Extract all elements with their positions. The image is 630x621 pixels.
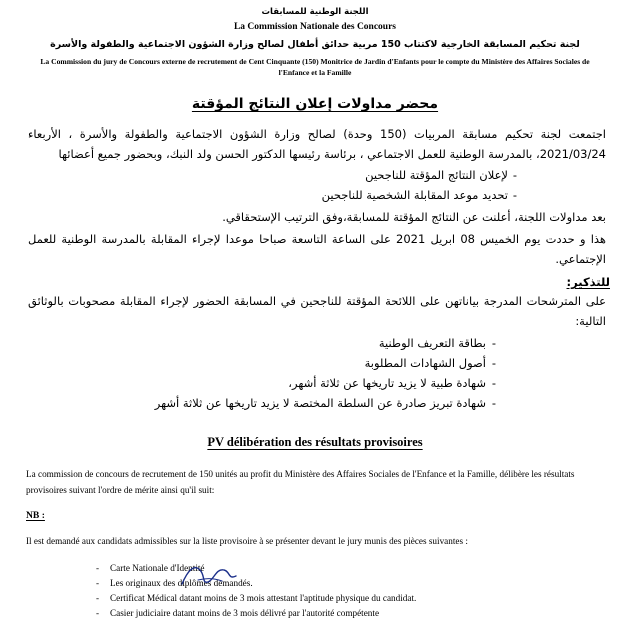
arabic-document-0: بطاقة التعريف الوطنية — [378, 336, 486, 350]
french-document-3: Casier judiciaire datant moins de 3 mois délivré par l'autorité compétente — [110, 608, 380, 618]
french-document-0: Carte Nationale d'Identité — [110, 563, 205, 573]
arabic-document-3: شهادة تبريز صادرة عن السلطة المختصة لا يزيد تاريخها عن ثلاثة أشهر — [154, 396, 486, 410]
dash-icon: - — [512, 188, 518, 202]
dash-icon: - — [491, 356, 497, 370]
arabic-bullet-1: تحديد موعد المقابلة الشخصية للناجحين — [321, 188, 508, 202]
list-item — [18, 393, 612, 413]
dash-icon: - — [512, 168, 518, 182]
french-body — [18, 466, 612, 498]
dash-icon: - — [96, 593, 100, 603]
list-item — [28, 166, 606, 185]
list-item — [28, 186, 606, 205]
list-item — [26, 606, 612, 621]
french-documents-list — [18, 561, 612, 621]
arabic-note-label: للتذكير: — [566, 275, 610, 289]
header-jury-fr: La Commission du jury de Concours externe de recrutement de Cent Cinquante (150) Monitrice de Jardin d'Enfants pour le compte du Ministère des Affaires Sociales de l'Enfance et la Famille — [40, 57, 590, 77]
arabic-bullet-list — [28, 166, 606, 205]
french-paragraph-2: Il est demandé aux candidats admissibles sur la liste provisoire à se présenter devant le jury munis des pièces suivantes : — [26, 536, 468, 546]
arabic-documents-list — [18, 333, 612, 413]
signature-mark-icon — [178, 560, 248, 588]
arabic-paragraph-1: اجتمعت لجنة تحكيم مسابقة المربيات (150 وحدة) لصالح وزارة الشؤون الاجتماعية والطفولة والأسرة ، الأربعاء 2021/03/24، بالمدرسة الوطنية للعمل الاجتماعي ، برئاسة رئيسها الدكتور الحسن ولد النبك، وبحضور جميع أعضائها — [28, 127, 606, 161]
french-paragraph-1: La commission de concours de recrutement de 150 unités au profit du Ministère des Affaires Sociales de l'Enfance et la Famille, délibère les résultats provisoires suivant l'ordre de mérite ainsi qu'il suit: — [26, 469, 575, 495]
french-nb-label: NB : — [26, 510, 45, 521]
header-jury-ar: لجنة تحكيم المسابقة الخارجية لاكتتاب 150 مربية حدائق أطفال لصالح وزارة الشؤون الاجتماعية والطفولة والأسرة — [50, 39, 580, 50]
french-document-1: Les originaux des diplômes demandés. — [110, 578, 253, 588]
header-institution-fr: La Commission Nationale des Concours — [233, 22, 397, 32]
arabic-bullet-0: لإعلان النتائج المؤقتة للناجحين — [365, 168, 508, 182]
list-item — [26, 591, 612, 606]
dash-icon: - — [96, 578, 100, 588]
page-title-fr: PV délibération des résultats provisoires — [207, 435, 423, 449]
list-item — [18, 353, 612, 373]
arabic-note-body — [18, 291, 612, 331]
french-note-body — [18, 533, 612, 549]
dash-icon: - — [96, 608, 100, 618]
dash-icon: - — [491, 336, 497, 350]
list-item — [26, 561, 612, 576]
arabic-document-2: شهادة طبية لا يزيد تاريخها عن ثلاثة أشهر، — [288, 376, 486, 390]
list-item — [18, 333, 612, 353]
arabic-body — [18, 124, 612, 269]
arabic-paragraph-3: هذا و حددت يوم الخميس 08 ابريل 2021 على الساعة التاسعة صباحا موعدا لإجراء المقابلة بالمدرسة الوطنية للعمل الإجتماعي. — [28, 232, 606, 266]
arabic-paragraph-4: على المترشحات المدرجة بياناتهن على اللائحة المؤقتة للناجحين في المسابقة الحضور لإجراء المقابلة مصحوبات بالوثائق التالية: — [28, 294, 606, 328]
arabic-paragraph-2: بعد مداولات اللجنة، أعلنت عن النتائج المؤقتة للمسابقة،وفق الترتيب الإستحقاقي. — [222, 210, 606, 224]
document-header — [18, 6, 612, 78]
header-institution-ar: اللجنة الوطنية للمسابقات — [261, 7, 369, 17]
page-title-ar: محضر مداولات إعلان النتائج المؤقتة — [191, 96, 439, 112]
french-document-2: Certificat Médical datant moins de 3 mois attestant l'aptitude physique du candidat. — [110, 593, 417, 603]
arabic-document-1: أصول الشهادات المطلوبة — [364, 356, 486, 370]
dash-icon: - — [491, 396, 497, 410]
dash-icon: - — [96, 563, 100, 573]
list-item — [26, 576, 612, 591]
dash-icon: - — [491, 376, 497, 390]
list-item — [18, 373, 612, 393]
